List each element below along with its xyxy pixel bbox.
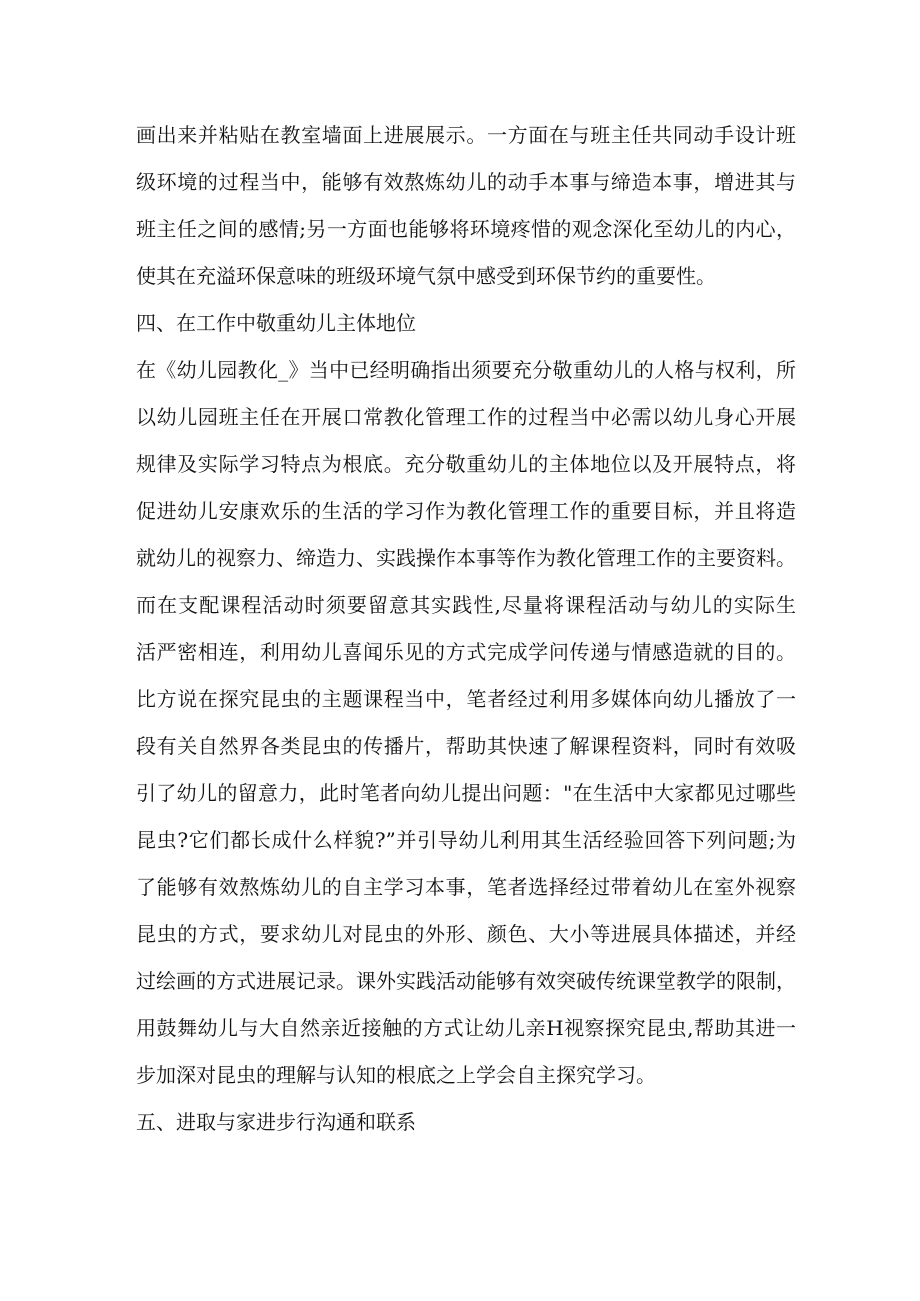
paragraph-line: 级环境的过程当中，能够有效熬炼幼儿的动手本事与缔造本事，增进其与 (136, 170, 796, 194)
paragraph-line: 以幼儿园班主任在开展口常教化管理工作的过程当中必需以幼儿身心开展 (136, 405, 796, 429)
paragraph-line: 画出来并粘贴在教室墙面上进展展示。一方面在与班主任共同动手设计班 (136, 123, 796, 147)
paragraph-line: 用鼓舞幼儿与大自然亲近接触的方式让幼儿亲H视察探究昆虫,帮助其进一 (136, 1016, 796, 1040)
paragraph-line: 段有关自然界各类昆虫的传播片，帮助其快速了解课程资料，同时有效吸 (136, 734, 796, 758)
paragraph-line: 比方说在探究昆虫的主题课程当中，笔者经过利用多媒体向幼儿播放了一 (136, 687, 796, 711)
paragraph-line: 就幼儿的视察力、缔造力、实践操作本事等作为教化管理工作的主要资料。 (136, 546, 796, 570)
paragraph-line: 班主任之间的感情;另一方面也能够将环境疼惜的观念深化至幼儿的内心， (136, 217, 796, 241)
paragraph-line: 活严密相连，利用幼儿喜闻乐见的方式完成学问传递与情感造就的目的。 (136, 640, 796, 664)
paragraph-line: 促进幼儿安康欢乐的生活的学习作为教化管理工作的重要目标，并且将造 (136, 499, 796, 523)
document-body (136, 112, 796, 1146)
paragraph-line: 昆虫的方式，要求幼儿对昆虫的外形、颜色、大小等进展具体描述，并经 (136, 922, 796, 946)
paragraph-line: 使其在充溢环保意味的班级环境气氛中感受到环保节约的重要性。 (136, 264, 716, 288)
paragraph-line: 规律及实际学习特点为根底。充分敬重幼儿的主体地位以及开展特点，将 (136, 452, 796, 476)
section-heading: 五、进取与家进步行沟通和联系 (136, 1110, 416, 1134)
paragraph-line: 引了幼儿的留意力，此时笔者向幼儿提出问题："在生活中大家都见过哪些 (136, 781, 796, 805)
section-heading: 四、在工作中敬重幼儿主体地位 (136, 311, 416, 335)
paragraph-line: 步加深对昆虫的理解与认知的根底之上学会自主探究学习。 (136, 1063, 656, 1087)
paragraph-line: 了能够有效熬炼幼儿的自主学习本事，笔者选择经过带着幼儿在室外视察 (136, 875, 796, 899)
paragraph-line: 过绘画的方式进展记录。课外实践活动能够有效突破传统课堂教学的限制， (136, 969, 796, 993)
paragraph-line: 在《幼儿园教化_》当中已经明确指出须要充分敬重幼儿的人格与权利，所 (136, 358, 796, 382)
paragraph-line: 昆虫?它们都长成什么样貌?”并引导幼儿利用其生活经验回答下列问题;为 (136, 828, 796, 852)
paragraph-line: 而在支配课程活动时须要留意其实践性,尽量将课程活动与幼儿的实际生 (136, 593, 796, 617)
